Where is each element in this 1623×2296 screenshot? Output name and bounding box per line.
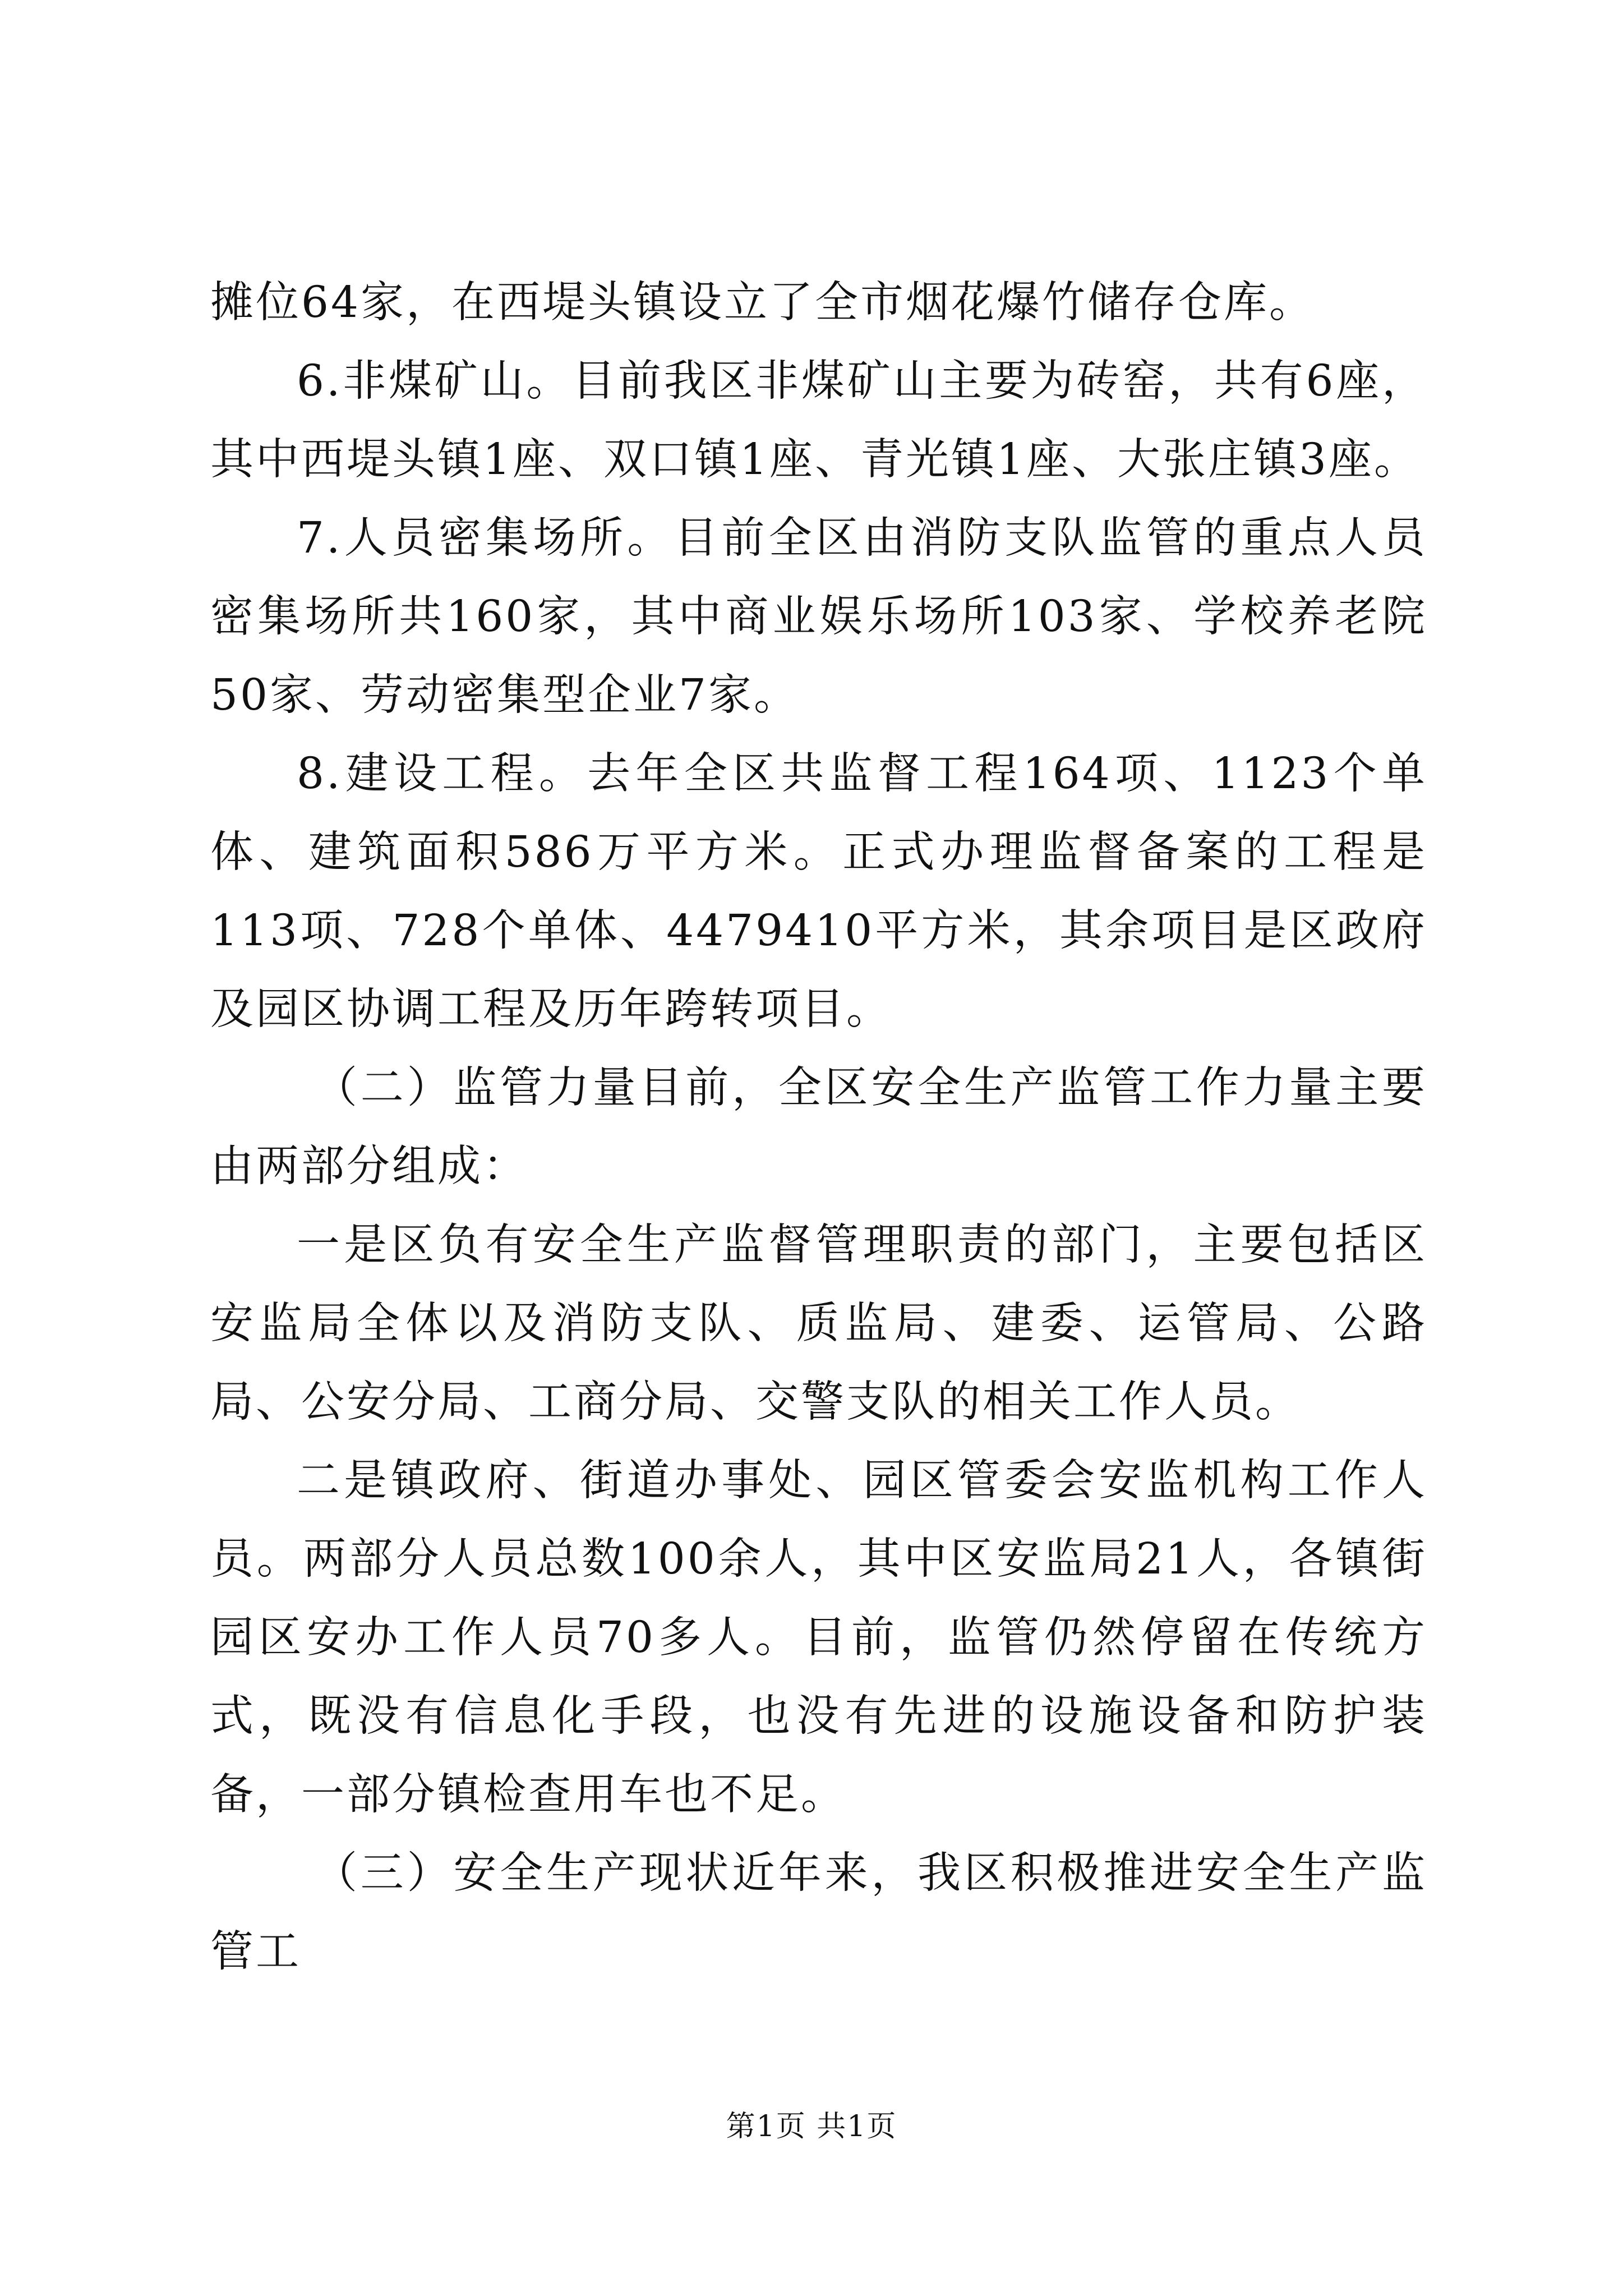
page-number-footer: 第1页 共1页 bbox=[726, 2110, 897, 2143]
paragraph-non-coal-mines: 6.非煤矿山。目前我区非煤矿山主要为砖窑，共有6座，其中西堤头镇1座、双口镇1座、青光镇1座、大张庄镇3座。 bbox=[210, 356, 1427, 485]
paragraph-safety-status: （三）安全生产现状近年来，我区积极推进安全生产监管工 bbox=[210, 1848, 1427, 1977]
document-body bbox=[210, 264, 1427, 1991]
paragraph-part-two: 二是镇政府、街道办事处、园区管委会安监机构工作人员。两部分人员总数100余人，其中区安监局21人，各镇街园区安办工作人员70多人。目前，监管仍然停留在传统方式，既没有信息化手段，也没有先进的设施设备和防护装备，一部分镇检查用车也不足。 bbox=[210, 1456, 1427, 1820]
paragraph-continuation: 摊位64家，在西堤头镇设立了全市烟花爆竹储存仓库。 bbox=[210, 278, 1315, 328]
paragraph-construction: 8.建设工程。去年全区共监督工程164项、1123个单体、建筑面积586万平方米。正式办理监督备案的工程是113项、728个单体、4479410平方米，其余项目是区政府及园区协调工程及历年跨转项目。 bbox=[210, 749, 1427, 1034]
paragraph-crowded-places: 7.人员密集场所。目前全区由消防支队监管的重点人员密集场所共160家，其中商业娱乐场所103家、学校养老院50家、劳动密集型企业7家。 bbox=[210, 513, 1427, 720]
paragraph-supervision-force: （二）监管力量目前，全区安全生产监管工作力量主要由两部分组成： bbox=[210, 1063, 1427, 1191]
paragraph-part-one: 一是区负有安全生产监督管理职责的部门，主要包括区安监局全体以及消防支队、质监局、建委、运管局、公路局、公安分局、工商分局、交警支队的相关工作人员。 bbox=[210, 1220, 1427, 1427]
